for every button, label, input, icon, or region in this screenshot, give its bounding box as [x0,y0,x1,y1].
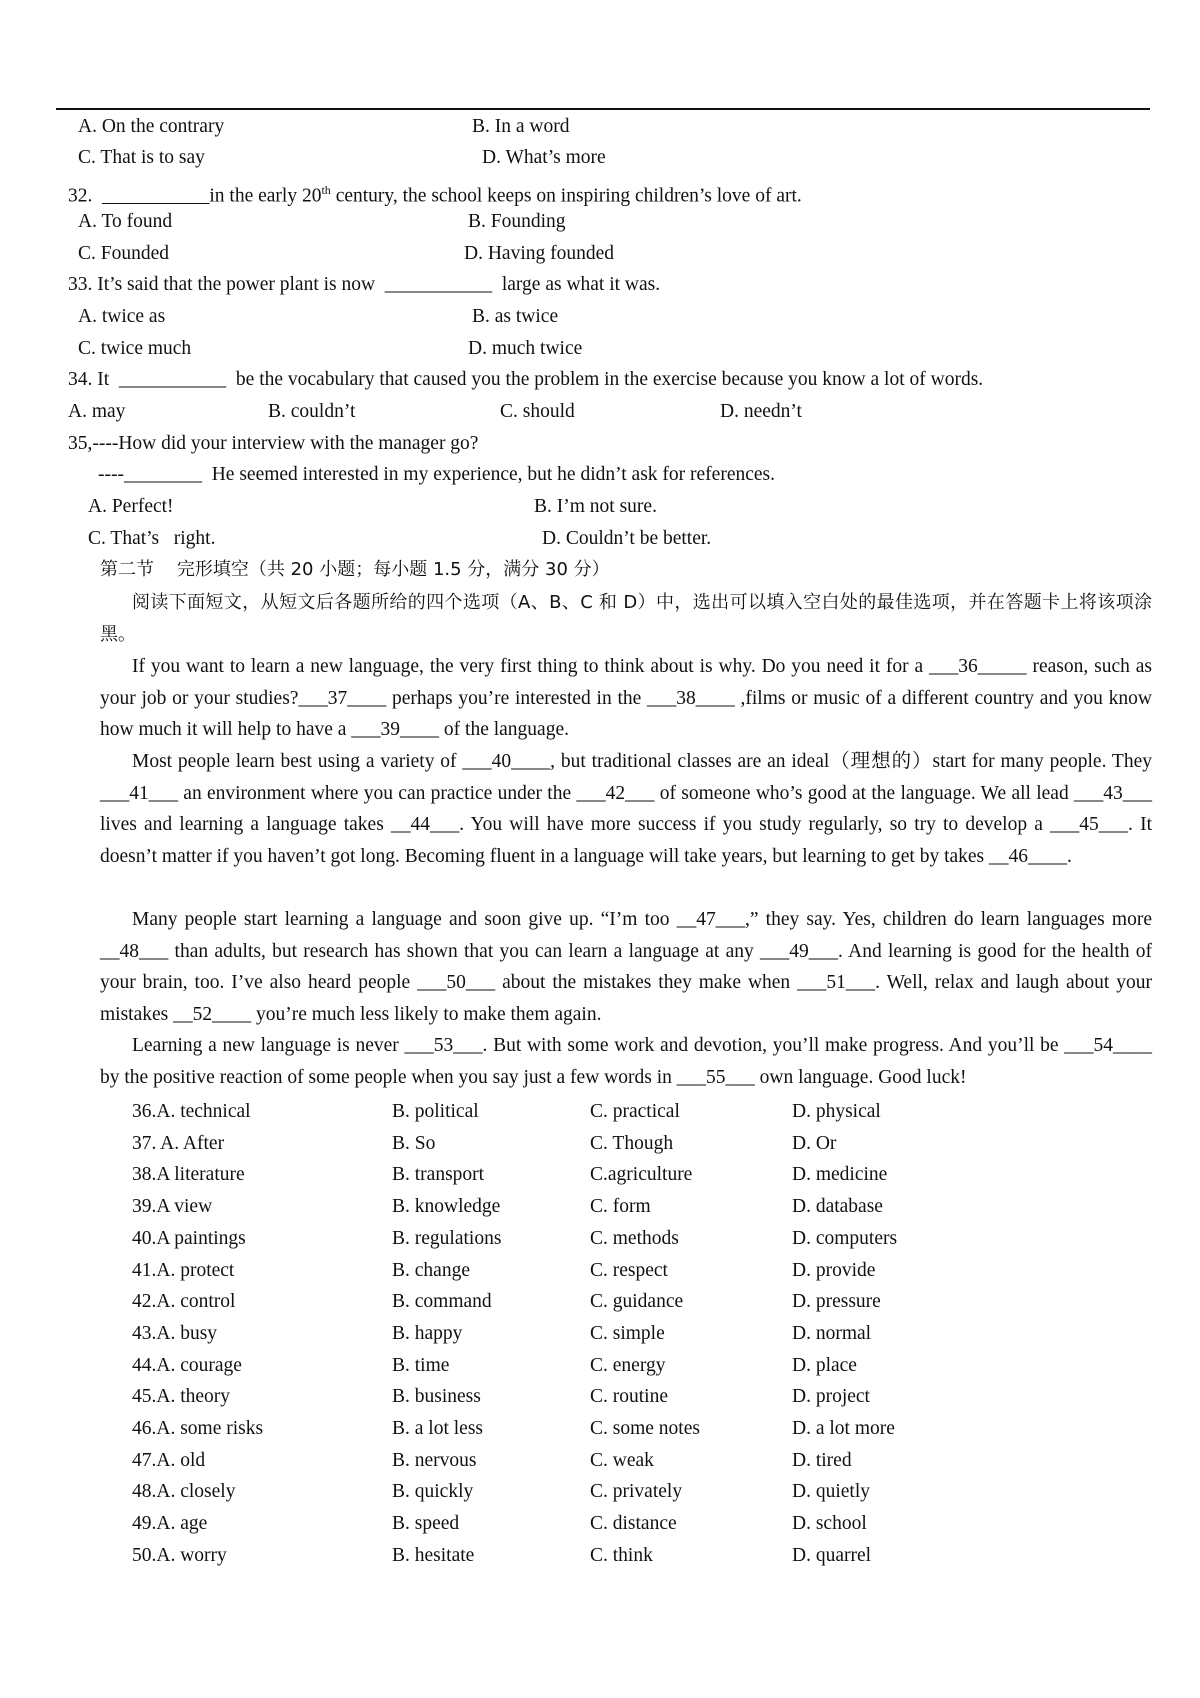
q35-reply: ----________ He seemed interested in my experience, but he didn’t ask for references. [98,464,776,485]
header-rule [56,108,1150,110]
option-39-c: C. form [590,1196,651,1217]
option-50-b: B. hesitate [392,1545,475,1566]
option-40-a: 40.A paintings [132,1228,246,1249]
option-42-c: C. guidance [590,1291,684,1312]
option-47-d: D. tired [792,1450,852,1471]
option-44-b: B. time [392,1355,450,1376]
option-43-c: C. simple [590,1323,665,1344]
q33-option-d: D. much twice [468,338,583,359]
option-37-a: 37. A. After [132,1133,225,1154]
option-39-a: 39.A view [132,1196,213,1217]
q32-option-a: A. To found [78,211,173,232]
option-38-d: D. medicine [792,1164,888,1185]
passage-paragraph-1: If you want to learn a new language, the very first thing to think about is why. Do you need it for a ___36_____ reason, such as your job or your studies?___37____ perhaps you’re interested in the ___38____ ,films or music of a different country and you know how much it will help to have a ___39____ of the language. [100,656,1152,741]
option-48-a: 48.A. closely [132,1481,236,1502]
q33-option-a: A. twice as [78,306,166,327]
q35-option-c: C. That’s right. [88,528,216,549]
option-36-a: 36.A. technical [132,1101,251,1122]
option-37-d: D. Or [792,1133,837,1154]
q32-option-b: B. Founding [468,211,566,232]
q35-option-a: A. Perfect! [88,496,174,517]
option-38-b: B. transport [392,1164,485,1185]
q31-option-d: D. What’s more [482,147,606,168]
option-49-b: B. speed [392,1513,460,1534]
section2-heading: 第二节 完形填空（共 20 小题；每小题 1.5 分，满分 30 分） [100,559,610,580]
q35-option-d: D. Couldn’t be better. [542,528,712,549]
option-37-b: B. So [392,1133,436,1154]
q31-option-c: C. That is to say [78,147,205,168]
q34-stem: 34. It ___________ be the vocabulary that caused you the problem in the exercise because you know a lot of words. [68,369,984,390]
option-44-a: 44.A. courage [132,1355,242,1376]
option-43-a: 43.A. busy [132,1323,218,1344]
q31-option-a: A. On the contrary [78,116,225,137]
option-36-c: C. practical [590,1101,680,1122]
q34-option-b: B. couldn’t [268,401,356,422]
option-46-a: 46.A. some risks [132,1418,264,1439]
option-43-d: D. normal [792,1323,872,1344]
option-39-b: B. knowledge [392,1196,501,1217]
option-48-d: D. quietly [792,1481,870,1502]
option-43-b: B. happy [392,1323,463,1344]
option-37-c: C. Though [590,1133,674,1154]
option-42-b: B. command [392,1291,492,1312]
section2-instruction: 阅读下面短文，从短文后各题所给的四个选项（A、B、C 和 D）中，选出可以填入空白处的最佳选项，并在答题卡上将该项涂黑。 [100,592,1152,645]
option-48-b: B. quickly [392,1481,474,1502]
option-42-d: D. pressure [792,1291,881,1312]
q35-stem: 35,----How did your interview with the manager go? [68,433,479,454]
option-38-c: C.agriculture [590,1164,693,1185]
q33-option-b: B. as twice [472,306,559,327]
passage-paragraph-3: Many people start learning a language and soon give up. “I’m too __47___,” they say. Yes, children do learn languages more __48___ than adults, but research has shown that you can learn a language at any ___49___. And learning is good for the health of your brain, too. I’ve also heard people ___50___ about the mistakes they make when ___51___. Well, relax and laugh about your mistakes __52____ you’re much less likely to make them again. [100,909,1152,1025]
option-46-d: D. a lot more [792,1418,895,1439]
option-40-c: C. methods [590,1228,679,1249]
q32-stem: 32. ___________in the early 20th century, the school keeps on inspiring children’s love of art. [68,183,802,207]
option-49-c: C. distance [590,1513,677,1534]
option-41-d: D. provide [792,1260,876,1281]
option-50-d: D. quarrel [792,1545,872,1566]
option-42-a: 42.A. control [132,1291,236,1312]
option-45-b: B. business [392,1386,481,1407]
option-36-d: D. physical [792,1101,881,1122]
option-38-a: 38.A literature [132,1164,245,1185]
option-41-c: C. respect [590,1260,668,1281]
option-49-a: 49.A. age [132,1513,208,1534]
option-47-a: 47.A. old [132,1450,206,1471]
passage-paragraph-4: Learning a new language is never ___53___. But with some work and devotion, you’ll make progress. And you’ll be ___54____ by the positive reaction of some people when you say just a few words in ___55___ own language. Good luck! [100,1035,1152,1088]
q33-option-c: C. twice much [78,338,192,359]
q33-stem: 33. It’s said that the power plant is now ___________ large as what it was. [68,274,661,295]
option-40-d: D. computers [792,1228,898,1249]
option-50-a: 50.A. worry [132,1545,227,1566]
q32-option-d: D. Having founded [464,243,615,264]
q32-option-c: C. Founded [78,243,170,264]
option-47-c: C. weak [590,1450,654,1471]
option-45-c: C. routine [590,1386,668,1407]
option-48-c: C. privately [590,1481,683,1502]
passage-paragraph-2: Most people learn best using a variety of ___40____, but traditional classes are an ideal（理想的）start for many people. They ___41___ an environment where you can practice under the ___42___ of someone who’s good at the language. We all lead ___43___ lives and learning a language takes __44___. You will have more success if you study regularly, so try to develop a ___45___. It doesn’t matter if you haven’t got long. Becoming fluent in a language will take years, but learning to get by takes __46____. [100,751,1152,867]
option-50-c: C. think [590,1545,653,1566]
option-47-b: B. nervous [392,1450,477,1471]
q34-option-d: D. needn’t [720,401,802,422]
option-41-a: 41.A. protect [132,1260,235,1281]
q35-option-b: B. I’m not sure. [534,496,657,517]
option-46-c: C. some notes [590,1418,700,1439]
option-46-b: B. a lot less [392,1418,483,1439]
q34-option-c: C. should [500,401,575,422]
q31-option-b: B. In a word [472,116,570,137]
option-49-d: D. school [792,1513,867,1534]
q34-option-a: A. may [68,401,126,422]
option-44-d: D. place [792,1355,857,1376]
option-36-b: B. political [392,1101,479,1122]
option-45-a: 45.A. theory [132,1386,231,1407]
option-39-d: D. database [792,1196,883,1217]
option-45-d: D. project [792,1386,870,1407]
option-40-b: B. regulations [392,1228,502,1249]
option-44-c: C. energy [590,1355,666,1376]
option-41-b: B. change [392,1260,470,1281]
